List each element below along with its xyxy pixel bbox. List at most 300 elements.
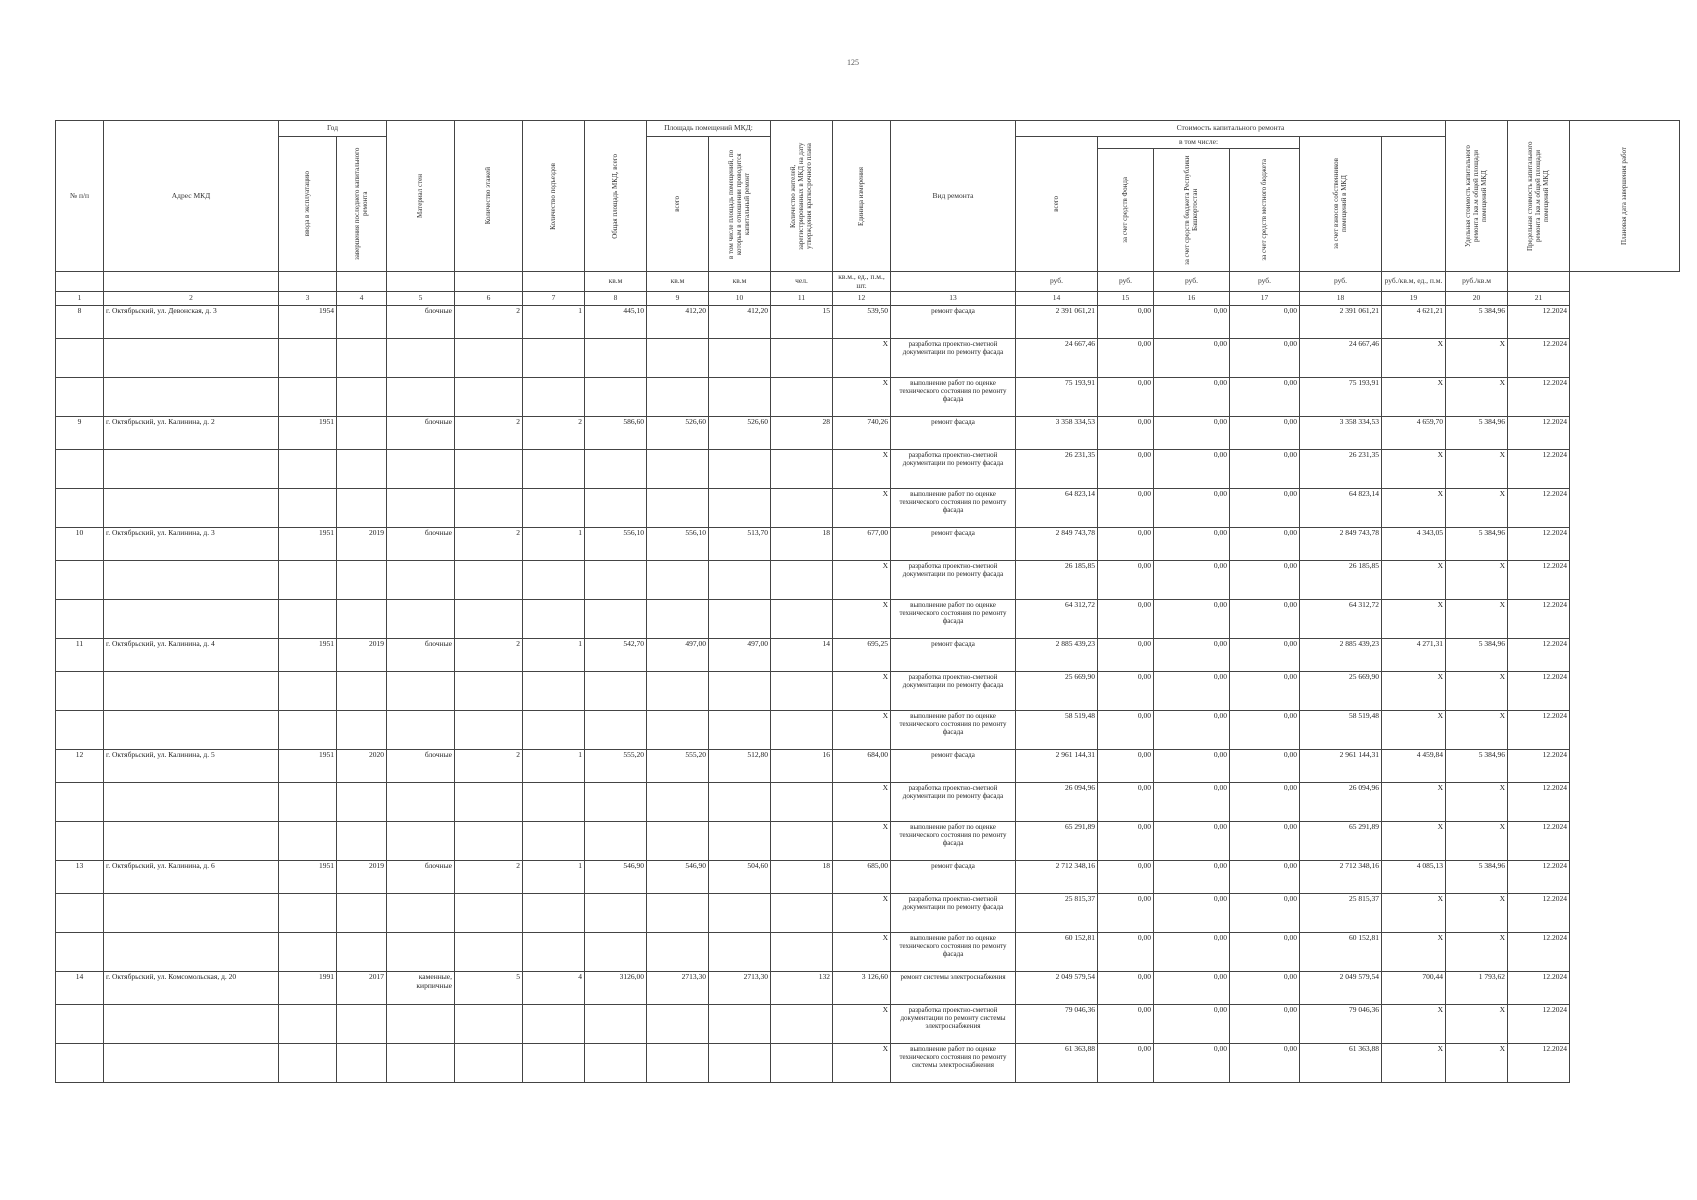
table-row-house bbox=[56, 528, 1680, 561]
table-cell bbox=[647, 822, 709, 861]
work-type-cell: выполнение работ по оценке технического состояния по ремонту фасада bbox=[891, 489, 1016, 528]
table-cell bbox=[455, 783, 523, 822]
table-cell: 0,00 bbox=[1154, 600, 1230, 639]
table-cell bbox=[523, 489, 585, 528]
address-cell: г. Октябрьский, ул. Девонская, д. 3 bbox=[104, 306, 279, 339]
table-cell: 556,10 bbox=[647, 528, 709, 561]
unit-cell-10: кв.м bbox=[709, 272, 771, 292]
table-row-subwork bbox=[56, 378, 1680, 417]
table-cell bbox=[585, 822, 647, 861]
table-cell bbox=[771, 1005, 833, 1044]
table-cell: 0,00 bbox=[1154, 750, 1230, 783]
table-cell: 0,00 bbox=[1230, 750, 1300, 783]
not-applicable-cell: X bbox=[833, 450, 891, 489]
table-cell bbox=[337, 894, 387, 933]
work-type-cell: разработка проектно-сметной документации по ремонту фасада bbox=[891, 783, 1016, 822]
row-number-cell bbox=[56, 378, 104, 417]
table-cell bbox=[709, 822, 771, 861]
header-wall-material: Материал стен bbox=[387, 121, 455, 272]
table-row-subwork bbox=[56, 450, 1680, 489]
table-cell: 2 391 061,21 bbox=[1016, 306, 1098, 339]
unit-cell-21 bbox=[1508, 272, 1570, 292]
table-cell: 512,80 bbox=[709, 750, 771, 783]
table-cell: 2019 bbox=[337, 528, 387, 561]
row-number-cell bbox=[56, 711, 104, 750]
unit-cell-15: руб. bbox=[1098, 272, 1154, 292]
header-cost-owners: за счет взносов собственников помещений в МКД bbox=[1300, 137, 1382, 272]
table-cell bbox=[337, 1044, 387, 1083]
table-cell: 0,00 bbox=[1230, 306, 1300, 339]
column-number-6: 6 bbox=[455, 292, 523, 306]
work-type-cell: выполнение работ по оценке технического состояния по ремонту фасада bbox=[891, 933, 1016, 972]
table-cell: 1951 bbox=[279, 528, 337, 561]
not-applicable-cell: X bbox=[1382, 933, 1446, 972]
address-cell bbox=[104, 1044, 279, 1083]
table-cell: 0,00 bbox=[1098, 972, 1154, 1005]
table-cell: 64 312,72 bbox=[1300, 600, 1382, 639]
wall-material-cell bbox=[387, 561, 455, 600]
table-cell bbox=[455, 822, 523, 861]
table-cell bbox=[337, 600, 387, 639]
header-cost-fund: за счет средств Фонда bbox=[1098, 149, 1154, 272]
not-applicable-cell: X bbox=[1382, 561, 1446, 600]
table-cell: 2713,30 bbox=[709, 972, 771, 1005]
table-cell bbox=[337, 378, 387, 417]
unit-cell-16: руб. bbox=[1154, 272, 1230, 292]
table-cell bbox=[455, 339, 523, 378]
table-cell bbox=[585, 561, 647, 600]
table-cell: 546,90 bbox=[647, 861, 709, 894]
unit-cell-7 bbox=[523, 272, 585, 292]
table-cell: 2 712 348,16 bbox=[1300, 861, 1382, 894]
row-number-cell: 14 bbox=[56, 972, 104, 1005]
not-applicable-cell: X bbox=[1446, 672, 1508, 711]
table-cell: 61 363,88 bbox=[1016, 1044, 1098, 1083]
row-number-cell bbox=[56, 600, 104, 639]
work-type-cell: выполнение работ по оценке технического состояния по ремонту фасада bbox=[891, 600, 1016, 639]
table-cell bbox=[523, 672, 585, 711]
wall-material-cell: блочные bbox=[387, 861, 455, 894]
not-applicable-cell: X bbox=[833, 1005, 891, 1044]
table-cell: 1951 bbox=[279, 861, 337, 894]
table-cell: 0,00 bbox=[1098, 894, 1154, 933]
row-number-cell bbox=[56, 450, 104, 489]
table-cell: 2 bbox=[455, 861, 523, 894]
table-cell bbox=[279, 711, 337, 750]
not-applicable-cell: X bbox=[1382, 894, 1446, 933]
table-cell bbox=[337, 417, 387, 450]
table-cell: 0,00 bbox=[1154, 894, 1230, 933]
table-cell bbox=[709, 1044, 771, 1083]
table-cell: 0,00 bbox=[1154, 450, 1230, 489]
not-applicable-cell: X bbox=[1382, 378, 1446, 417]
table-cell: 0,00 bbox=[1154, 528, 1230, 561]
table-row-subwork bbox=[56, 711, 1680, 750]
table-cell: 4 459,84 bbox=[1382, 750, 1446, 783]
wall-material-cell: блочные bbox=[387, 528, 455, 561]
table-cell: 0,00 bbox=[1098, 639, 1154, 672]
table-cell: 2 bbox=[455, 306, 523, 339]
table-cell bbox=[279, 894, 337, 933]
unit-cell-1 bbox=[56, 272, 104, 292]
table-cell bbox=[337, 783, 387, 822]
table-cell bbox=[647, 378, 709, 417]
work-type-cell: разработка проектно-сметной документации по ремонту фасада bbox=[891, 339, 1016, 378]
table-cell: 526,60 bbox=[647, 417, 709, 450]
table-cell bbox=[709, 1005, 771, 1044]
header-units: Единица измерения bbox=[833, 121, 891, 272]
table-cell: 0,00 bbox=[1098, 1044, 1154, 1083]
header-deadline: Плановая дата завершения работ bbox=[1570, 121, 1680, 272]
wall-material-cell bbox=[387, 1044, 455, 1083]
table-cell: 12.2024 bbox=[1508, 339, 1570, 378]
row-number-cell bbox=[56, 672, 104, 711]
wall-material-cell bbox=[387, 378, 455, 417]
not-applicable-cell: X bbox=[833, 600, 891, 639]
table-cell bbox=[709, 378, 771, 417]
table-cell bbox=[647, 489, 709, 528]
table-cell: 556,10 bbox=[585, 528, 647, 561]
table-cell: 2 712 348,16 bbox=[1016, 861, 1098, 894]
work-type-cell: ремонт фасада bbox=[891, 861, 1016, 894]
table-cell bbox=[647, 933, 709, 972]
table-cell: 2017 bbox=[337, 972, 387, 1005]
table-cell: 12.2024 bbox=[1508, 600, 1570, 639]
table-cell bbox=[585, 783, 647, 822]
table-cell bbox=[709, 933, 771, 972]
header-work-type: Вид ремонта bbox=[891, 121, 1016, 272]
table-cell: 0,00 bbox=[1154, 489, 1230, 528]
wall-material-cell: блочные bbox=[387, 306, 455, 339]
table-cell: 25 669,90 bbox=[1016, 672, 1098, 711]
table-cell: 1951 bbox=[279, 639, 337, 672]
column-number-11: 11 bbox=[771, 292, 833, 306]
table-cell: 412,20 bbox=[709, 306, 771, 339]
table-cell: 0,00 bbox=[1154, 672, 1230, 711]
table-cell: 12.2024 bbox=[1508, 489, 1570, 528]
table-cell bbox=[337, 822, 387, 861]
address-cell bbox=[104, 450, 279, 489]
table-row-subwork bbox=[56, 339, 1680, 378]
table-cell: 12.2024 bbox=[1508, 933, 1570, 972]
table-cell: 0,00 bbox=[1230, 972, 1300, 1005]
not-applicable-cell: X bbox=[1446, 489, 1508, 528]
header-area-group: Площадь помещений МКД: bbox=[647, 121, 771, 137]
header-area-total: всего bbox=[647, 137, 709, 272]
table-cell bbox=[523, 933, 585, 972]
table-cell: 700,44 bbox=[1382, 972, 1446, 1005]
table-cell bbox=[279, 672, 337, 711]
header-year-built: ввода в эксплуатацию bbox=[279, 137, 337, 272]
address-cell bbox=[104, 822, 279, 861]
not-applicable-cell: X bbox=[1382, 711, 1446, 750]
table-cell bbox=[585, 1044, 647, 1083]
table-row-house bbox=[56, 639, 1680, 672]
table-cell: 0,00 bbox=[1230, 561, 1300, 600]
address-cell bbox=[104, 783, 279, 822]
header-cost-local: за счет средств местного бюджета bbox=[1230, 149, 1300, 272]
table-cell bbox=[647, 672, 709, 711]
table-cell bbox=[709, 894, 771, 933]
work-type-cell: выполнение работ по оценке технического состояния по ремонту фасада bbox=[891, 711, 1016, 750]
table-cell: 12.2024 bbox=[1508, 417, 1570, 450]
table-body bbox=[56, 306, 1680, 1083]
unit-cell-5 bbox=[387, 272, 455, 292]
header-limit-cost: Предельная стоимость капитального ремонта 1кв.м общей площади помещений МКД bbox=[1508, 121, 1570, 272]
work-type-cell: разработка проектно-сметной документации по ремонту системы электроснабжения bbox=[891, 1005, 1016, 1044]
column-number-5: 5 bbox=[387, 292, 455, 306]
row-number-cell bbox=[56, 561, 104, 600]
table-cell: 5 384,96 bbox=[1446, 306, 1508, 339]
table-cell bbox=[523, 894, 585, 933]
table-cell bbox=[523, 378, 585, 417]
table-cell bbox=[647, 1044, 709, 1083]
table-cell bbox=[771, 783, 833, 822]
not-applicable-cell: X bbox=[1382, 1005, 1446, 1044]
wall-material-cell: блочные bbox=[387, 750, 455, 783]
not-applicable-cell: X bbox=[833, 711, 891, 750]
table-cell bbox=[709, 561, 771, 600]
table-row-subwork bbox=[56, 1005, 1680, 1044]
table-cell: 0,00 bbox=[1154, 933, 1230, 972]
table-cell: 12.2024 bbox=[1508, 306, 1570, 339]
row-number-cell: 12 bbox=[56, 750, 104, 783]
not-applicable-cell: X bbox=[1382, 783, 1446, 822]
table-cell: 0,00 bbox=[1154, 1005, 1230, 1044]
table-row-subwork bbox=[56, 933, 1680, 972]
table-cell: 2 bbox=[523, 417, 585, 450]
table-cell: 3 358 334,53 bbox=[1016, 417, 1098, 450]
not-applicable-cell: X bbox=[1446, 894, 1508, 933]
not-applicable-cell: X bbox=[1446, 1005, 1508, 1044]
not-applicable-cell: X bbox=[833, 1044, 891, 1083]
table-cell bbox=[709, 672, 771, 711]
table-cell: 0,00 bbox=[1154, 1044, 1230, 1083]
not-applicable-cell: X bbox=[833, 561, 891, 600]
column-number-7: 7 bbox=[523, 292, 585, 306]
table-cell bbox=[647, 894, 709, 933]
table-cell: 2 bbox=[455, 750, 523, 783]
table-cell: 0,00 bbox=[1098, 1005, 1154, 1044]
unit-cell-13 bbox=[891, 272, 1016, 292]
table-cell bbox=[455, 450, 523, 489]
unit-cell-4 bbox=[337, 272, 387, 292]
table-cell: 12.2024 bbox=[1508, 1005, 1570, 1044]
table-cell: 0,00 bbox=[1154, 861, 1230, 894]
table-cell: 0,00 bbox=[1098, 861, 1154, 894]
table-cell: 0,00 bbox=[1230, 822, 1300, 861]
table-cell bbox=[337, 933, 387, 972]
repair-plan-table-container bbox=[55, 120, 1680, 1083]
table-cell: 2713,30 bbox=[647, 972, 709, 1005]
table-cell: 685,00 bbox=[833, 861, 891, 894]
table-cell: 0,00 bbox=[1154, 822, 1230, 861]
table-cell bbox=[771, 672, 833, 711]
not-applicable-cell: X bbox=[1446, 783, 1508, 822]
table-cell bbox=[709, 600, 771, 639]
table-cell: 26 094,96 bbox=[1016, 783, 1098, 822]
wall-material-cell bbox=[387, 822, 455, 861]
wall-material-cell: блочные bbox=[387, 417, 455, 450]
unit-cell-6 bbox=[455, 272, 523, 292]
address-cell: г. Октябрьский, ул. Калинина, д. 4 bbox=[104, 639, 279, 672]
table-cell bbox=[523, 339, 585, 378]
table-cell: 4 271,31 bbox=[1382, 639, 1446, 672]
not-applicable-cell: X bbox=[1382, 1044, 1446, 1083]
table-cell: 0,00 bbox=[1098, 306, 1154, 339]
table-cell: 0,00 bbox=[1098, 489, 1154, 528]
table-cell: 4 343,05 bbox=[1382, 528, 1446, 561]
table-cell bbox=[709, 783, 771, 822]
table-cell: 1954 bbox=[279, 306, 337, 339]
table-cell bbox=[523, 822, 585, 861]
table-cell: 1 bbox=[523, 528, 585, 561]
address-cell bbox=[104, 489, 279, 528]
header-year-last-repair: завершения последнего капитального ремонта bbox=[337, 137, 387, 272]
table-cell: 12.2024 bbox=[1508, 639, 1570, 672]
address-cell: г. Октябрьский, ул. Калинина, д. 6 bbox=[104, 861, 279, 894]
wall-material-cell: блочные bbox=[387, 639, 455, 672]
table-cell: 0,00 bbox=[1230, 861, 1300, 894]
table-cell: 12.2024 bbox=[1508, 783, 1570, 822]
table-cell: 26 231,35 bbox=[1300, 450, 1382, 489]
table-cell bbox=[585, 489, 647, 528]
work-type-cell: разработка проектно-сметной документации по ремонту фасада bbox=[891, 672, 1016, 711]
table-cell: 12.2024 bbox=[1508, 450, 1570, 489]
table-cell bbox=[523, 600, 585, 639]
table-cell: 2 961 144,31 bbox=[1016, 750, 1098, 783]
table-cell: 16 bbox=[771, 750, 833, 783]
header-cost-total: всего bbox=[1016, 137, 1098, 272]
column-number-13: 13 bbox=[891, 292, 1016, 306]
table-cell bbox=[585, 600, 647, 639]
table-cell: 546,90 bbox=[585, 861, 647, 894]
table-cell bbox=[647, 450, 709, 489]
table-cell: 0,00 bbox=[1230, 450, 1300, 489]
not-applicable-cell: X bbox=[833, 822, 891, 861]
address-cell bbox=[104, 600, 279, 639]
not-applicable-cell: X bbox=[1446, 561, 1508, 600]
work-type-cell: ремонт системы электроснабжения bbox=[891, 972, 1016, 1005]
table-cell: 0,00 bbox=[1098, 822, 1154, 861]
table-cell: 24 667,46 bbox=[1300, 339, 1382, 378]
table-cell: 1 bbox=[523, 639, 585, 672]
table-cell: 497,00 bbox=[709, 639, 771, 672]
table-cell: 0,00 bbox=[1230, 600, 1300, 639]
row-number-cell: 11 bbox=[56, 639, 104, 672]
work-type-cell: выполнение работ по оценке технического состояния по ремонту системы электроснабжения bbox=[891, 1044, 1016, 1083]
table-cell: 0,00 bbox=[1230, 528, 1300, 561]
not-applicable-cell: X bbox=[1446, 600, 1508, 639]
column-numbers-row bbox=[56, 292, 1680, 306]
unit-cell-12: кв.м., ед., п.м., шт. bbox=[833, 272, 891, 292]
table-cell: 65 291,89 bbox=[1016, 822, 1098, 861]
table-cell bbox=[279, 933, 337, 972]
table-cell: 64 312,72 bbox=[1016, 600, 1098, 639]
table-cell: 4 bbox=[523, 972, 585, 1005]
table-cell: 1951 bbox=[279, 417, 337, 450]
table-cell bbox=[771, 378, 833, 417]
work-type-cell: ремонт фасада bbox=[891, 750, 1016, 783]
row-number-cell bbox=[56, 1005, 104, 1044]
unit-cell-19: руб./кв.м, ед., п.м. bbox=[1382, 272, 1446, 292]
table-cell bbox=[771, 600, 833, 639]
table-cell bbox=[647, 1005, 709, 1044]
table-row-house bbox=[56, 972, 1680, 1005]
table-cell: 2 049 579,54 bbox=[1300, 972, 1382, 1005]
column-number-1: 1 bbox=[56, 292, 104, 306]
table-cell bbox=[771, 450, 833, 489]
not-applicable-cell: X bbox=[1382, 822, 1446, 861]
table-cell bbox=[585, 1005, 647, 1044]
table-cell bbox=[647, 561, 709, 600]
row-number-cell bbox=[56, 933, 104, 972]
wall-material-cell bbox=[387, 1005, 455, 1044]
table-cell: 1 bbox=[523, 306, 585, 339]
address-cell: г. Октябрьский, ул. Калинина, д. 5 bbox=[104, 750, 279, 783]
table-cell: 445,10 bbox=[585, 306, 647, 339]
table-cell: 12.2024 bbox=[1508, 528, 1570, 561]
column-number-15: 15 bbox=[1098, 292, 1154, 306]
column-number-2: 2 bbox=[104, 292, 279, 306]
table-cell bbox=[337, 1005, 387, 1044]
table-cell bbox=[771, 894, 833, 933]
header-no: № п/п bbox=[56, 121, 104, 272]
table-cell: 25 669,90 bbox=[1300, 672, 1382, 711]
header-cost-incl: в том числе: bbox=[1098, 137, 1300, 149]
column-number-3: 3 bbox=[279, 292, 337, 306]
address-cell: г. Октябрьский, ул. Калинина, д. 3 bbox=[104, 528, 279, 561]
not-applicable-cell: X bbox=[833, 378, 891, 417]
table-cell: 2 049 579,54 bbox=[1016, 972, 1098, 1005]
table-cell: 2 849 743,78 bbox=[1016, 528, 1098, 561]
table-cell: 513,70 bbox=[709, 528, 771, 561]
table-cell bbox=[771, 822, 833, 861]
table-row-subwork bbox=[56, 561, 1680, 600]
address-cell bbox=[104, 378, 279, 417]
table-cell: 0,00 bbox=[1098, 378, 1154, 417]
table-cell: 18 bbox=[771, 861, 833, 894]
table-cell bbox=[455, 561, 523, 600]
unit-cell-9: кв.м bbox=[647, 272, 709, 292]
table-cell: 79 046,36 bbox=[1016, 1005, 1098, 1044]
table-cell bbox=[337, 561, 387, 600]
work-type-cell: разработка проектно-сметной документации по ремонту фасада bbox=[891, 894, 1016, 933]
table-cell bbox=[455, 711, 523, 750]
table-cell bbox=[279, 822, 337, 861]
wall-material-cell bbox=[387, 783, 455, 822]
table-cell: 12.2024 bbox=[1508, 561, 1570, 600]
table-cell: 0,00 bbox=[1098, 600, 1154, 639]
table-cell: 586,60 bbox=[585, 417, 647, 450]
column-number-21: 21 bbox=[1508, 292, 1570, 306]
wall-material-cell bbox=[387, 894, 455, 933]
row-number-cell bbox=[56, 822, 104, 861]
work-type-cell: разработка проектно-сметной документации по ремонту фасада bbox=[891, 450, 1016, 489]
table-cell bbox=[523, 711, 585, 750]
table-cell: 5 384,96 bbox=[1446, 417, 1508, 450]
table-cell: 0,00 bbox=[1230, 711, 1300, 750]
table-cell: 4 621,21 bbox=[1382, 306, 1446, 339]
table-cell: 0,00 bbox=[1230, 1044, 1300, 1083]
table-cell: 695,25 bbox=[833, 639, 891, 672]
table-row-subwork bbox=[56, 783, 1680, 822]
not-applicable-cell: X bbox=[1382, 489, 1446, 528]
row-number-cell: 10 bbox=[56, 528, 104, 561]
table-row-subwork bbox=[56, 600, 1680, 639]
table-cell: 0,00 bbox=[1230, 339, 1300, 378]
table-cell bbox=[647, 711, 709, 750]
